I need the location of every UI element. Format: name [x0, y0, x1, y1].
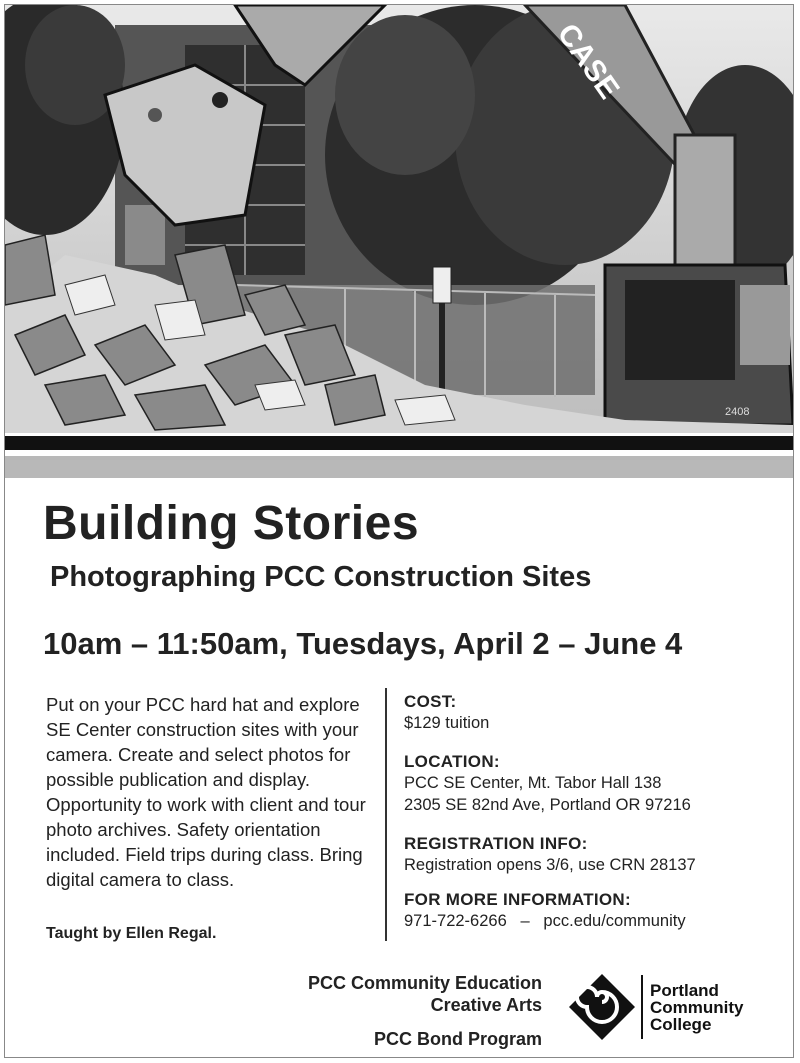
logo-separator — [641, 975, 643, 1039]
sponsor-block — [308, 972, 542, 1050]
more-info-block — [404, 890, 784, 932]
class-info-panel — [404, 692, 784, 944]
logo-line1: Portland — [650, 981, 719, 1000]
registration-label: REGISTRATION INFO: — [404, 834, 588, 853]
more-info-value: 971-722-6266 – pcc.edu/community — [404, 912, 686, 930]
class-schedule: 10am – 11:50am, Tuesdays, April 2 – June 4 — [43, 626, 683, 661]
cab-number-label: 2408 — [725, 406, 750, 418]
cost-value: $129 tuition — [404, 714, 490, 732]
excavator-brand-label: CASE — [550, 17, 626, 106]
logo-line3: College — [650, 1015, 712, 1034]
location-label: LOCATION: — [404, 752, 500, 771]
sponsor-line1: PCC Community Education — [307, 973, 542, 993]
pcc-logo-icon — [567, 972, 647, 1042]
cost-label: COST: — [404, 692, 457, 711]
sponsor-line2: Creative Arts — [430, 995, 542, 1015]
more-info-label: FOR MORE INFORMATION: — [404, 890, 631, 909]
column-divider — [385, 688, 387, 941]
black-stripe — [5, 436, 793, 450]
sponsor-line3: PCC Bond Program — [373, 1029, 542, 1049]
registration-block — [404, 834, 784, 876]
construction-photo — [5, 5, 793, 433]
class-description: Put on your PCC hard hat and explore SE Center construction sites with your camera. Create and select photos for possible publication and display. Opportunity to work with client and tour photo archives. Safety orientation included. Field trips during class. Bring digital camera to class. — [46, 694, 366, 890]
logo-line2: Community — [650, 998, 744, 1017]
location-line2: 2305 SE 82nd Ave, Portland OR 97216 — [404, 796, 691, 814]
location-block — [404, 752, 784, 816]
instructor-credit: Taught by Ellen Regal. — [46, 925, 217, 942]
page-subtitle: Photographing PCC Construction Sites — [50, 561, 592, 593]
pcc-logo-text — [650, 982, 744, 1033]
page-title: Building Stories — [43, 497, 420, 550]
cost-block — [404, 692, 784, 734]
gray-stripe — [5, 456, 793, 478]
registration-value: Registration opens 3/6, use CRN 28137 — [404, 856, 696, 874]
location-line1: PCC SE Center, Mt. Tabor Hall 138 — [404, 774, 662, 792]
